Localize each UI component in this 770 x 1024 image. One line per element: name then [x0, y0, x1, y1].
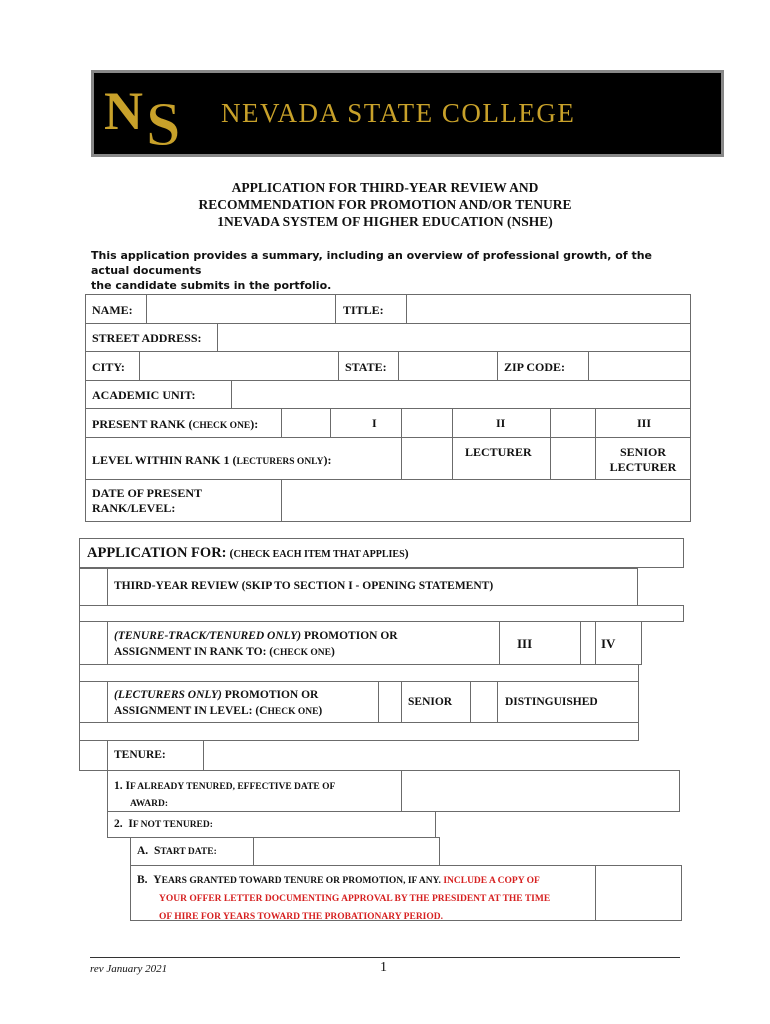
page-title [0, 179, 770, 230]
promotion-iv-checkbox[interactable] [580, 621, 596, 665]
promotion-iii-label: III [517, 636, 533, 651]
spacer-row-3 [79, 722, 639, 741]
intro-line-2: the candidate submits in the portfolio. [91, 279, 332, 292]
rank-iii-label: III [637, 416, 652, 430]
level-within-label: LEVEL WITHIN RANK 1 (LECTURERS ONLY): [92, 453, 332, 467]
svg-text:S: S [146, 91, 181, 151]
date-present-label: DATE OF PRESENT RANK/LEVEL: [92, 486, 203, 515]
lecturer-checkbox[interactable] [401, 437, 453, 480]
zip-label: ZIP CODE: [504, 360, 566, 374]
revision-date: rev January 2021 [90, 963, 168, 975]
promotion-level-label: (LECTURERS ONLY) PROMOTION OR ASSIGNMENT IN LEVEL: (CHECK ONE) [114, 689, 323, 717]
title-field[interactable] [406, 294, 691, 324]
date-present-field[interactable] [281, 479, 691, 522]
page-number: 1 [380, 960, 387, 975]
years-granted-field[interactable] [595, 865, 682, 921]
not-tenured-label: 2. IF NOT TENURED: [114, 818, 213, 830]
footer-divider [90, 957, 680, 958]
lecturer-label: LECTURER [465, 445, 532, 459]
title-label: TITLE: [343, 303, 384, 317]
application-heading: APPLICATION FOR: (CHECK EACH ITEM THAT APPLIES) [87, 545, 409, 561]
promotion-level-checkbox[interactable] [79, 681, 108, 723]
distinguished-checkbox[interactable] [470, 681, 498, 723]
title-line-2: RECOMMENDATION FOR PROMOTION AND/OR TENURE [198, 197, 572, 212]
rank-iii-checkbox[interactable] [550, 408, 596, 438]
present-rank-label: PRESENT RANK (CHECK ONE): [92, 417, 259, 431]
senior-lecturer-checkbox[interactable] [550, 437, 596, 480]
rank-ii-checkbox[interactable] [401, 408, 453, 438]
spacer-row-1 [79, 605, 684, 622]
rank-ii-label: II [496, 416, 506, 430]
academic-unit-field[interactable] [231, 380, 691, 409]
rank-i-checkbox[interactable] [281, 408, 331, 438]
tenured-date-field[interactable] [401, 770, 680, 812]
promotion-rank-checkbox[interactable] [79, 621, 108, 665]
third-year-label: THIRD-YEAR REVIEW (SKIP TO SECTION I - OPENING STATEMENT) [114, 580, 494, 592]
distinguished-label: DISTINGUISHED [505, 696, 598, 708]
tenure-checkbox[interactable] [79, 740, 108, 771]
college-name: NEVADA STATE COLLEGE [221, 98, 576, 128]
college-banner [91, 70, 724, 157]
intro-paragraph [91, 248, 691, 293]
spacer-row-2 [79, 664, 639, 682]
academic-unit-label: ACADEMIC UNIT: [92, 388, 196, 402]
city-field[interactable] [139, 351, 339, 381]
name-label: NAME: [92, 303, 133, 317]
zip-field[interactable] [588, 351, 691, 381]
start-date-label: A. START DATE: [137, 845, 217, 857]
state-field[interactable] [398, 351, 498, 381]
state-label: STATE: [345, 360, 387, 374]
svg-text:N: N [104, 81, 143, 141]
street-field[interactable] [217, 323, 691, 352]
third-year-checkbox[interactable] [79, 568, 108, 606]
name-field[interactable] [146, 294, 336, 324]
street-label: STREET ADDRESS: [92, 331, 202, 345]
title-line-3: 1NEVADA SYSTEM OF HIGHER EDUCATION (NSHE) [217, 214, 553, 229]
promotion-iv-label: IV [601, 636, 616, 651]
city-label: CITY: [92, 360, 125, 374]
tenured-date-label: 1. IF ALREADY TENURED, EFFECTIVE DATE OF AWARD: [114, 780, 336, 809]
tenure-label: TENURE: [114, 749, 166, 761]
years-granted-label: B. YEARS GRANTED TOWARD TENURE OR PROMOTION, IF ANY. INCLUDE A COPY OF YOUR OFFER LETTER DOCUMENTING APPROVAL BY THE PRESIDENT AT THE TIME OF HIRE FOR YEARS TOWARD THE PROBATIONARY PERIOD. [137, 874, 551, 922]
ns-logo-icon [100, 79, 210, 151]
promotion-iii-box [499, 621, 581, 665]
senior-checkbox[interactable] [378, 681, 402, 723]
senior-label: SENIOR [408, 696, 453, 708]
promotion-rank-label: (TENURE-TRACK/TENURED ONLY) PROMOTION OR ASSIGNMENT IN RANK TO: (CHECK ONE) [114, 630, 398, 658]
intro-line-1: This application provides a summary, including an overview of professional growth, of the actual documents [91, 249, 652, 277]
title-line-1: APPLICATION FOR THIRD-YEAR REVIEW AND [231, 180, 539, 195]
start-date-field[interactable] [253, 837, 440, 866]
senior-lecturer-label: SENIOR LECTURER [609, 445, 677, 474]
rank-i-label: I [372, 416, 377, 430]
